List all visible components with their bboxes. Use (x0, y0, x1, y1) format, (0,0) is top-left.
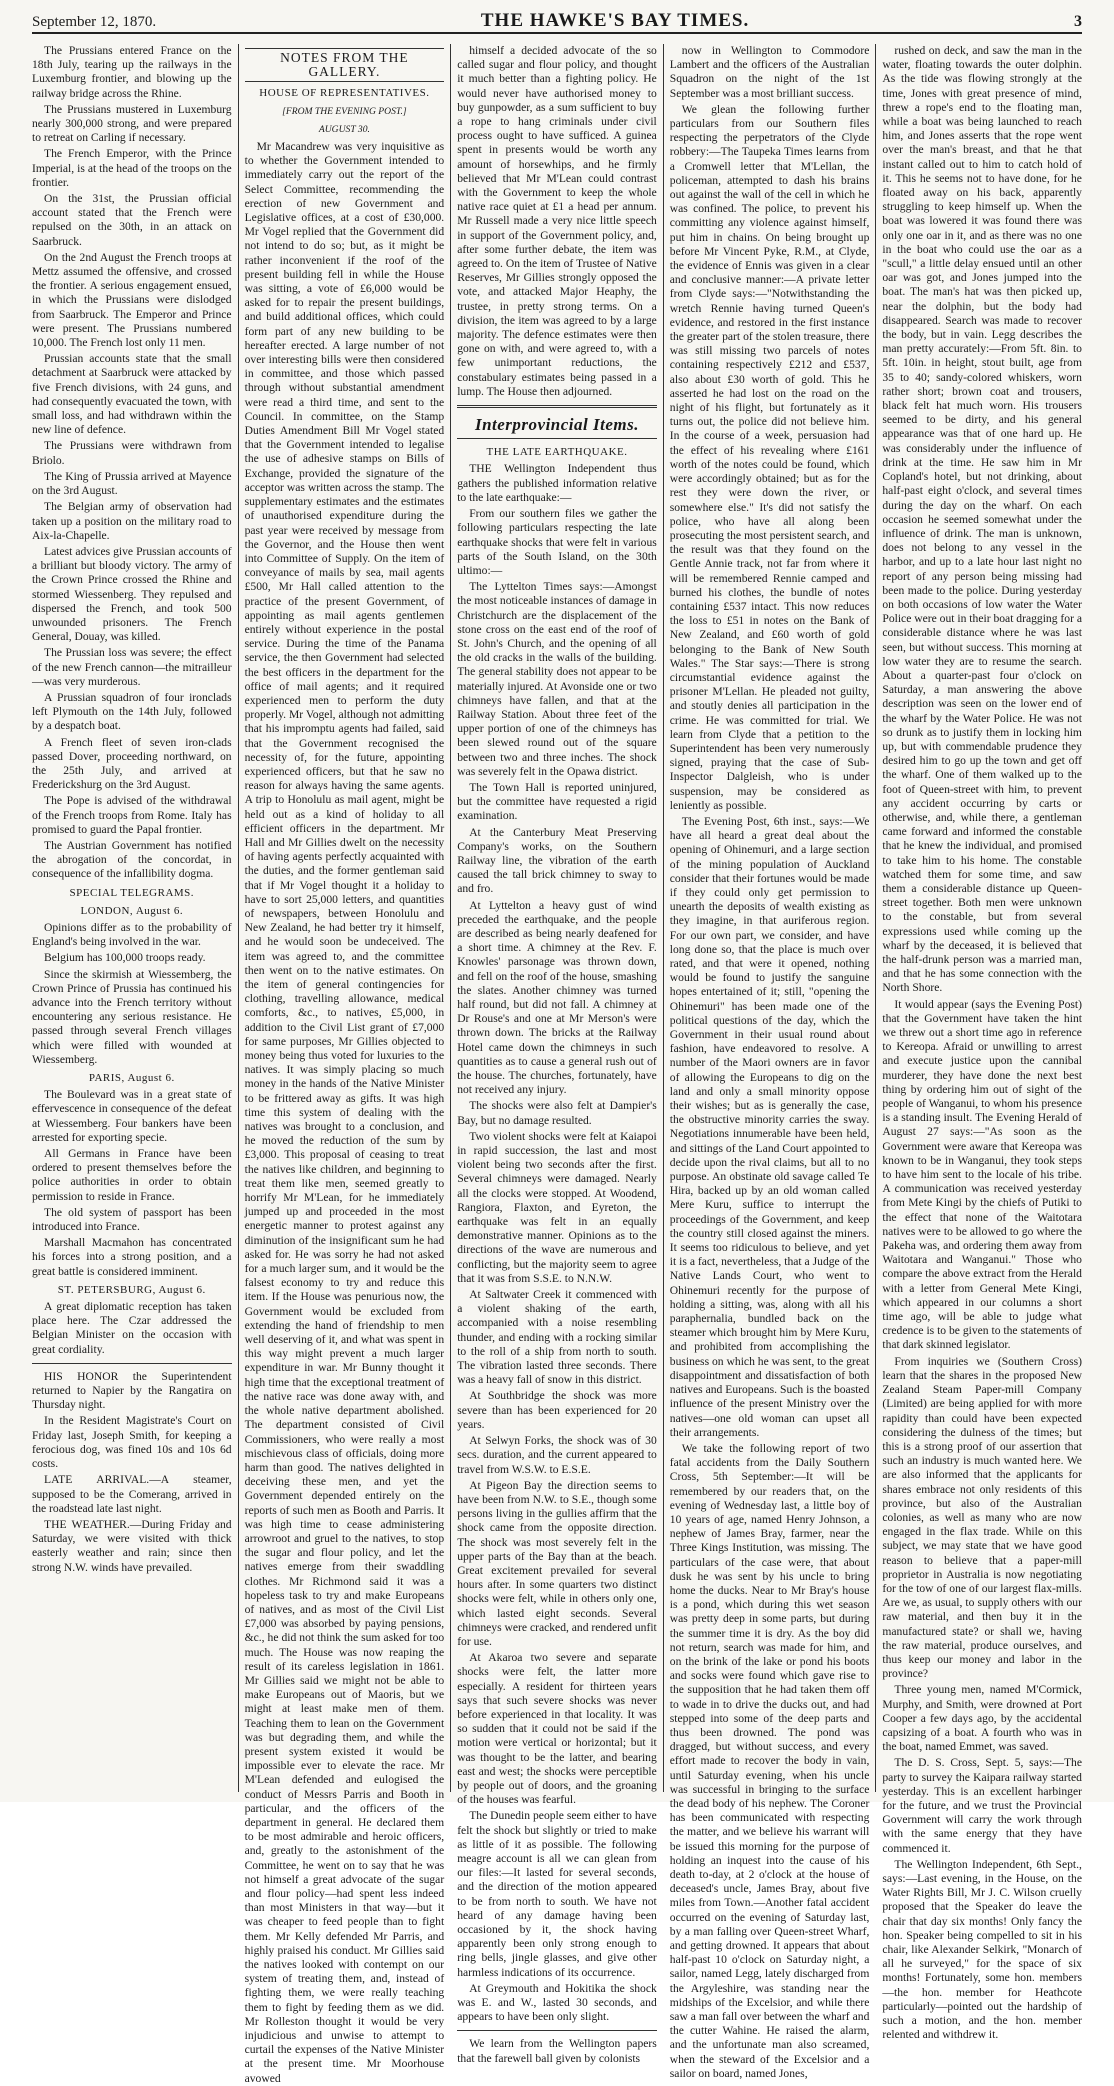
newspaper-title: THE HAWKE'S BAY TIMES. (480, 10, 750, 31)
article-paragraph: THE Wellington Independent thus gathers the published information relative to the late earthquake:— (457, 462, 657, 504)
section-heading: Interprovincial Items. (474, 415, 639, 435)
column-5 (875, 44, 1082, 2042)
article-paragraph: We learn from the Wellington papers that the farewell ball given by colonists (457, 2037, 657, 2065)
article-paragraph: We take the following report of two fatal accidents from the Daily Southern Cross, 5th September:—It will be remembered by our readers that, on the evening of Wednesday last, a little boy of 10 years of age, named Henry Johnson, a nephew of James Bray, farmer, near the Three Kings Institution, was missing. The particulars of the case were, that about dusk he was sent by his uncle to bring home the ducks. Near to Mr Bray's house is a pond, which during this wet season was pretty deep in some parts, but during the summer time it is dry. As the boy did not return, search was made for him, and on the brink of the lake or pond his boots and socks were found which gave rise to the supposition that he had taken them off to wade in to drive the ducks out, and had stepped into some of the deep parts and thus been drowned. The pond was dragged, but without success, and every effort made to recover the body in vain, until Saturday evening, when his uncle was successful in bringing to the surface the dead body of his nephew. The Coroner has been communicated with respecting the matter, and we believe his warrant will be issued this morning for the purpose of holding an inquest into the cause of his death to-day, at 2 o'clock at the house of deceased's uncle, James Bray, about five miles from Town.—Another fatal accident occurred on the evening of Saturday last, by a man falling over Queen-street Wharf, and getting drowned. It appears that about half-past 10 o'clock on Saturday night, a sailor, named Legg, lately discharged from the Argyleshire, was standing near the midships of the Excelsior, and while there saw a man fall over between the wharf and the cutter Wahine. He raised the alarm, and the unfortunate man also screamed, when the steward of the Excelsior and a sailor on board, named Jones, (669, 1441, 870, 2080)
article-paragraph: We glean the following further particulars from our Southern files respecting the perpetrators of the Clyde robbery:—The Taupeka Times learns from a Cromwell letter that M'Lellan, the policeman, attempted to dash his brains out against the wall of the cell in which he was confined. The police, to prevent his committing any violence against himself, put him in chains. On being brought up before Mr Vincent Pyke, R.M., at Clyde, the evidence of Ennis was given in a clear and conclusive manner:—A private letter from Clyde says:—"Notwithstanding the wretch Rennie having turned Queen's evidence, and restored in the first instance the greater part of the stolen treasure, there was still missing two parcels of notes containing respectively £212 and £537, also about £30 worth of gold. This he asserted he had lost on the road on the night of his flight, but fortunately as it turns out, the police did not believe him. In the course of a week, persuasion had the effect of his revealing where £161 worth of the notes could be found, which were accordingly obtained; but as for the rest they were down the river, or somewhere else." It's did not satisfy the police, who have all along been prosecuting the most persistent search, and the result was that they found on the Gentle Annie track, not far from where it will be remembered Rennie camped and burned his clothes, the bundle of notes containing £537 intact. This now reduces the loss to £51 in notes on the Bank of New Zealand, and £60 worth of gold belonging to the Bank of New South Wales." The Star says:—There is strong circumstantial evidence against the prisoner M'Lellan. He pleaded not guilty, and stoutly denies all participation in the crime. He was committed for trial. We learn from Clyde that a petition to the Superintendent has been very numerously signed, praying that the case of Sub-Inspector Dalgleish, who is under suspension, may be considered as leniently as possible. (669, 102, 870, 812)
article-paragraph: At Selwyn Forks, the shock was of 30 secs. duration, and the current appeared to travel from W.S.W. to E.S.E. (457, 1434, 657, 1476)
article-paragraph: The Prussians mustered in Luxemburg nearly 300,000 strong, and were prepared to retreat on Carling if necessary. (32, 102, 232, 145)
article-paragraph: The Prussian loss was severe; the effect of the new French cannon—the mitrailleur—was very murderous. (32, 646, 232, 688)
section-heading: SPECIAL TELEGRAMS. (69, 886, 195, 899)
article-paragraph: Since the skirmish at Wiessemberg, the Crown Prince of Prussia has continued his advance into the French territory without encountering any serious resistance. He passed through several French villages which were filled with wounded at Wiessemberg. (32, 967, 232, 1066)
column-4 (663, 44, 876, 2080)
article-paragraph: The Austrian Government has notified the abrogation of the concordat, in consequence of the infallibility dogma. (32, 838, 232, 881)
column-rule (457, 438, 657, 439)
article-paragraph: now in Wellington to Commodore Lambert and the officers of the Australian Squadron on the night of the 1st September was a most brilliant success. (669, 44, 870, 100)
article-paragraph: Prussian accounts state that the small detachment at Saarbruck were attacked by five French divisions, with 24 guns, and had consequently evacuated the town, with small loss, and had withdrawn within the new line of defence. (32, 352, 232, 437)
article-paragraph: The Dunedin people seem either to have felt the shock but slightly or tried to make as little of it as possible. The following meagre account is all we can glean from our files:—It lasted for several seconds, and the direction of the motion appeared to be from north to south. We have not heard of any damage having been occasioned by it, the shock having apparently been only strong enough to ring bells, jingle glasses, and give other harmless indications of its occurrence. (457, 1809, 657, 1979)
column-rule (457, 2030, 657, 2031)
article-paragraph: The Evening Post, 6th inst., says:—We have all heard a great deal about the opening of Ohinemuri, and a large section of the mining population of Auckland consider that their fortunes would be made if they could only get permission to unearth the deposits of wealth existing as they imagine, in that auriferous region. For our own part, we consider, and have long done so, that the place is much over rated, and that were it opened, nothing would be found to justify the sanguine hopes entertained of it; still, "opening the Ohinemuri" has been made one of the political questions of the day, which the Government in their usual round about fashion, have endeavored to resolve. A number of the Maori owners are in favor of allowing the Europeans to dig on the land and only a small minority oppose their wishes; but as is generally the case, the obstructive minority carries the sway. Negotiations innumerable have been held, and sittings of the Land Court appointed to decide upon the rival claims, but all to no purpose. An obstinate old savage called Te Hira, backed up by an old woman called Mere Kuru, suffice to interrupt the proceedings of the Government, and keep the country still closed against the miners. It seems too ridiculous to believe, and yet it is a fact, nevertheless, that a Judge of the Native Lands Court, who went to Ohinemuri recently for the purpose of holding a sitting, was, along with all his paraphernalia, bundled back on the steamer which brought him by Mere Kuru, and prohibited from accomplishing the business on which he was sent, to the great disappointment and dissatisfaction of both natives and Europeans. Such is the boasted influence of the present Ministry over the natives—one old woman can upset all their arrangements. (669, 814, 870, 1439)
article-paragraph: The French Emperor, with the Prince Imperial, is at the head of the troops on the frontier. (32, 147, 232, 189)
article-paragraph: The Pope is advised of the withdrawal of the French troops from Rome. Italy has promised to guard the Papal frontier. (32, 794, 232, 836)
article-paragraph: At Pigeon Bay the direction seems to have been from N.W. to S.E., though some persons living in the gullies affirm that the shock came from the opposite direction. The shock was most severely felt in the upper parts of the Bay than at the beach. Great excitement prevailed for several hours after. In some quarters two distinct shocks were felt, while in others only one, which lasted eight seconds. Several chimneys were cracked, and rendered unfit for use. (457, 1478, 657, 1648)
article-paragraph: Mr Macandrew was very inquisitive as to whether the Government intended to immediately carry out the report of the Select Committee, recommending the erection of new Government and Legislative offices, at a cost of £30,000. Mr Vogel replied that the Government did not intend to do so; but, as it might be rather inconvenient if the roof of the present building fell in while the House was sitting, a vote of £6,000 would be asked for to repair the present buildings, and build additional offices, which could form part of any new building to be hereafter erected. A large number of not over interesting bills were then considered in committee, and those which passed through without substantial amendment were read a third time, and sent to the Council. In committee, on the Stamp Duties Amendment Bill Mr Vogel stated that the Government intended to legalise the use of adhesive stamps on Bills of Exchange, provided the signature of the acceptor was written across the stamp. The supplementary estimates and the estimates of unauthorised expenditure during the past year were received by message from the Governor, and the House then went into Committee of Supply. On the item of conveyance of mails by sea, mail agents £500, Mr Hall called attention to the practice of the present Government, of appointing as mail agents gentlemen entirely without experience in the postal service. During the time of the Panama service, the then Government had selected the best officers in the department for the office of mail agents; and it required experienced men to perform the duty properly. Mr Vogel, although not admitting that his impromptu agents had failed, said that the Government recognised the necessity of, for the future, appointing experienced officers, but that he saw no reason for always having the same agents. A trip to Honolulu as mail agent, might be held out as a kind of holiday to all efficient officers in the department. Mr Hall and Mr Gillies dwelt on the necessity of having agents perfectly acquainted with the duties, and the former gentleman said that if Mr Vogel thought it a holiday to have to sort 25,000 letters, and quantities of newspapers, between Honolulu and New Zealand, he had better try it himself, and he would soon be undeceived. The item was agreed to, and the committee then went on to the native estimates. On the item of general contingencies for clothing, travelling allowance, medical comforts, &c., to natives, £5,000, in addition to the Civil List grant of £7,000 for same purposes, Mr Gillies objected to money being thus voted for luxuries to the natives. It was simply placing so much money in the hands of the Native Minister to be frittered away as gifts. It was high time this system of dealing with the natives was brought to a conclusion, and he moved the reduction of the sum by £3,000. This proposal of ceasing to treat the natives like children, and beginning to treat them like men, seemed greatly to horrify Mr M'Lean, for he immediately jumped up and proceeded in the most energetic manner to protest against any diminution of the insignificant sum he had asked for. He was sorry he had not asked for a much larger sum, and it would be the falsest economy to try and reduce this item. If the House was penurious now, the Government would be excluded from extending the hand of friendship to men well deserving of it, and what was spent in this way might prevent a much larger expenditure in war. Mr Bunny thought it high time that the exceptional treatment of the native race was done away with, and the whole native department abolished. The department consisted of Civil Commissioners, who were really a most mischievous class of officials, doing more harm than good. The natives delighted in deceiving these men, and yet the Government depended entirely on the reports of such men as Booth and Parris. It was high time to cease administering arrowroot and gruel to the natives, to stop the sugar and flour policy, and let the natives emerge from their swaddling clothes. Mr Richmond said it was a hopeless task to try and make Europeans of natives, and as most of the Civil List £7,000 was absorbed by paying pensions, &c., he did not think the sum asked for too much. The House was now reaping the result of its careless legislation in 1861. Mr Gillies said we might not be able to make Europeans out of Maoris, but we might at least make men of them. Teaching them to lean on the Government was but degrading them, and while the present system existed it would be impossible ever to elevate the race. Mr M'Lean defended and eulogised the conduct of Messrs Parris and Booth in particular, and the officers of the department in general. He declared them to be most admirable and heroic officers, and, greatly to the astonishment of the Committee, he went on to say that he was not himself a great advocate of the sugar and flour policy—had spent less indeed than most Ministers in that way—but it was cheaper to feed people than to fight them. Mr Kelly defended Mr Parris, and highly praised his conduct. Mr Gillies said the natives looked with contempt on our system of treating them, and, instead of fighting them, we were really teaching them to fight by feeding them as we did. Mr Rolleston thought it would be very injudicious and unwise to attempt to curtail the expenses of the Native Minister at the present time. Mr Moorhouse avowed (244, 140, 445, 2085)
section-heading: [FROM THE EVENING POST.] (282, 105, 407, 117)
article-paragraph: From inquiries we (Southern Cross) learn that the shares in the proposed New Zealand Steam Paper-mill Company (Limited) are being applied for with more rapidity than could have been expected considering the dulness of the times; but this is a strong proof of our assertion that such an industry is much wanted here. We are also informed that the applicants for shares embrace not only residents of this province, but also of the Australian colonies, as well as many who are now engaged in the flax trade. While on this subject, we may state that we have good reason to believe that a paper-mill proprietor in Australia is now negotiating for the tow of one of our largest flax-mills. Are we, as usual, to supply others with our raw material, and then buy it in the manufactured state? or shall we, having the raw material, produce ourselves, and thus keep our money and labor in the province? (882, 1354, 1082, 1681)
column-3 (450, 44, 663, 2065)
article-paragraph: The Belgian army of observation had taken up a position on the military road to Aix-la-Chapelle. (32, 500, 232, 542)
masthead (32, 10, 1082, 34)
article-paragraph: Marshall Macmahon has concentrated his forces into a strong position, and a great battle is considered imminent. (32, 1236, 232, 1278)
article-paragraph: The King of Prussia arrived at Mayence on the 3rd August. (32, 469, 232, 498)
section-heading: ST. PETERSBURG, August 6. (57, 1283, 206, 1296)
article-paragraph: At Akaroa two severe and separate shocks were felt, the latter more especially. A resident for thirteen years says that such severe shocks was never before experienced in that locality. It was so sudden that it could not be said if the motion were vertical or horizontal; but it was thought to be the latter, and bearing east and west; the shocks were perceptible by people out of doors, and the groaning of the houses was fearful. (457, 1651, 657, 1807)
issue-date: September 12, 1870. (32, 14, 157, 30)
article-paragraph: A Prussian squadron of four ironclads left Plymouth on the 14th July, followed by a despatch boat. (32, 690, 232, 733)
section-heading: AUGUST 30. (318, 123, 370, 135)
page-number: 3 (1073, 13, 1082, 30)
column-rule (457, 405, 657, 408)
article-paragraph: HIS HONOR the Superintendent returned to Napier by the Rangatira on Thursday night. (32, 1369, 232, 1412)
columns (32, 44, 1082, 2085)
section-heading: PARIS, August 6. (88, 1072, 175, 1085)
section-heading: NOTES FROM THE GALLERY. (245, 48, 445, 82)
article-paragraph: LATE ARRIVAL.—A steamer, supposed to be the Comerang, arrived in the roadstead late last night. (32, 1473, 232, 1515)
article-paragraph: Three young men, named M'Cormick, Murphy, and Smith, were drowned at Port Cooper a few days ago, by the accidental capsizing of a boat. A fourth who was in the boat, named Emmet, was saved. (882, 1683, 1082, 1754)
article-paragraph: Belgium has 100,000 troops ready. (44, 951, 206, 965)
article-paragraph: A French fleet of seven iron-clads passed Dover, proceeding northward, on the 25th July, and arrived at Frederickshurg on the 3rd August. (32, 735, 232, 792)
article-paragraph: The shocks were also felt at Dampier's Bay, but no damage resulted. (457, 1099, 657, 1127)
article-paragraph: In the Resident Magistrate's Court on Friday last, Joseph Smith, for keeping a ferocious dog, was fined 10s and 10s 6d costs. (32, 1414, 232, 1471)
article-paragraph: From our southern files we gather the following particulars respecting the late earthquake shocks that were felt in various parts of the South Island, on the 30th ultimo:— (457, 507, 657, 577)
article-paragraph: It would appear (says the Evening Post) that the Government have taken the hint we threw out a short time ago in reference to Kereopa. Afraid or unwilling to arrest and execute justice upon the cannibal murderer, they have done the next best thing by ordering him out of sight of the people of Wanganui, to whom his presence is a standing insult. The Evening Herald of August 27 says:—"As soon as the Government were aware that Kereopa was known to be in Wanganui, they took steps to have him sent to the locale of his tribe. A communication was received yesterday from Mete Kingi by the chiefs of Putiki to the effect that none of the Waitotara natives were to be allowed to go where the Pakeha was, and ordering them away from Waitotara and Wanganui." Those who compare the above extract from the Herald with a letter from General Mete Kingi, which appeared in our columns a short time ago, will be able to judge what credence is to be given to the statements of that dark skinned legislator. (882, 997, 1082, 1352)
article-paragraph: Opinions differ as to the probability of England's being involved in the war. (32, 920, 232, 949)
article-paragraph: The Prussians were withdrawn from Briolo. (32, 439, 232, 467)
article-paragraph: At the Canterbury Meat Preserving Company's works, on the Southern Railway line, the vibration of the earth caused the tall brick chimney to sway to and fro. (457, 825, 657, 896)
article-paragraph: On the 2nd August the French troops at Mettz assumed the offensive, and crossed the frontier. A serious engagement ensued, in which the Prussians were dislodged from Saarbruck. The Emperor and Prince were present. The Prussians numbered 10,000. The French lost only 11 men. (32, 250, 232, 350)
article-paragraph: Latest advices give Prussian accounts of a brilliant but bloody victory. The army of the Crown Prince crossed the Rhine and stormed Wiessenberg. They repulsed and dispersed the French, and took 500 unwounded prisoners. The French General, Douay, was killed. (32, 544, 232, 644)
article-paragraph: At Greymouth and Hokitika the shock was E. and W., lasted 30 seconds, and appears to have been only slight. (457, 1981, 657, 2024)
article-paragraph: himself a decided advocate of the so called sugar and flour policy, and thought it much better than a fighting policy. He would never have authorised money to buy gunpowder, as a sum sufficient to buy a rope to hang criminals under civil process ought to have sufficed. A guinea spent in presents would be worth any amount of horsewhips, and he firmly believed that Mr M'Lean could contrast with the Government to keep the whole native race quiet at £1 a head per annum. Mr Russell made a very nice little speech in support of the Government policy, and, after some further debate, the item was agreed to. On the item of Trustee of Native Reserves, Mr Gillies strongly opposed the vote, and attacked Major Heaphy, the trustee, in pretty strong terms. On a division, the item was agreed to by a large majority. The defence estimates were then gone on with, and were agreed to, with a few unimportant reductions, the constabulary estimates being passed in a lump. The House then adjourned. (457, 44, 657, 398)
section-heading: LONDON, August 6. (80, 904, 184, 917)
article-paragraph: All Germans in France have been ordered to present themselves before the police authorities in order to obtain permission to reside in France. (32, 1147, 232, 1203)
article-paragraph: THE WEATHER.—During Friday and Saturday, we were visited with thick easterly weather and rain; since then strong N.W. winds have prevailed. (32, 1517, 232, 1574)
article-paragraph: Two violent shocks were felt at Kaiapoi in rapid succession, the last and most violent being two seconds after the first. Several chimneys were damaged. Nearly all the clocks were stopped. At Woodend, Rangiora, Flaxton, and Eyreton, the earthquake was felt in an equally demonstrative manner. Opinions as to the directions of the wave are numerous and conflicting, but the majority seem to agree that it was from S.S.E. to N.N.W. (457, 1129, 657, 1285)
article-paragraph: The Town Hall is reported uninjured, but the committee have requested a rigid examination. (457, 780, 657, 823)
column-rule (32, 1363, 232, 1364)
article-paragraph: A great diplomatic reception has taken place here. The Czar addressed the Belgian Minister on the occasion with great cordiality. (32, 1300, 232, 1356)
article-paragraph: At Lyttelton a heavy gust of wind preceded the earthquake, and the people are described as being nearly deafened for a short time. A chimney at the Rev. F. Knowles' parsonage was thrown down, and fell on the roof of the house, smashing the slates. Another chimney was turned half round, but did not fall. A chimney at Dr Rouse's and one at Mr Merson's were thrown down. The bricks at the Railway Hotel came down the chimneys in such quantities as to cause a general rush out of the house. The churches, fortunately, have not received any injury. (457, 898, 657, 1097)
column-2 (238, 44, 451, 2085)
article-paragraph: The D. S. Cross, Sept. 5, says:—The party to survey the Kaipara railway started yesterday. This is an excellent harbinger for the future, and we trust the Provincial Government will carry the work through with the same energy that they have commenced it. (882, 1756, 1082, 1855)
article-paragraph: The Boulevard was in a great state of effervescence in consequence of the defeat at Wiessemberg. Four bankers have been arrested for exporting specie. (32, 1088, 232, 1144)
article-paragraph: At Saltwater Creek it commenced with a violent shaking of the earth, accompanied with a noise resembling thunder, and ending with a rocking similar to the roll of a ship from north to south. The vibration lasted three seconds. There was a heavy fall of snow in this district. (457, 1288, 657, 1387)
section-heading: HOUSE OF REPRESENTATIVES. (259, 87, 430, 100)
article-paragraph: At Southbridge the shock was more severe than has been experienced for 20 years. (457, 1389, 657, 1431)
article-paragraph: The old system of passport has been introduced into France. (32, 1205, 232, 1234)
article-paragraph: The Prussians entered France on the 18th July, tearing up the railways in the Luxemburg frontier, and blowing up the railway bridge across the Rhine. (32, 44, 232, 100)
column-1 (32, 44, 238, 1792)
article-paragraph: The Lyttelton Times says:—Amongst the most noticeable instances of damage in Christchurch are the displacement of the stone cross on the east end of the roof of St. John's Church, and the opening of all the old cracks in the walls of the building. The general stability does not appear to be materially injured. At Avonside one or two chimneys have fallen, and that at the Railway Station. About three feet of the upper portion of one of the chimneys has been slewed round out of the square between two and three inches. The shock was severely felt in the Opawa district. (457, 580, 657, 778)
article-paragraph: The Wellington Independent, 6th Sept., says:—Last evening, in the House, on the Water Rights Bill, Mr J. C. Wilson cruelly proposed that the Speaker do leave the chair that day six months! Only fancy the hon. Speaker being compelled to sit in his chair, like Alexander Selkirk, "Monarch of all he surveyed," for the space of six months! Fortunately, some hon. members—the hon. member for Heathcote particularly—pointed out the hardship of such a motion, and the hon. member relented and withdrew it. (882, 1857, 1082, 2042)
article-paragraph: rushed on deck, and saw the man in the water, floating towards the outer dolphin. As the tide was flowing strongly at the time, Jones with great presence of mind, threw a rope's end to the floating man, while a boat was being launched to reach him, and Jones asserts that the rope went over the man's breast, and that he that instant called out to him to catch hold of it. This he seems not to have done, for he floated away on his back, apparently struggling to keep himself up. When the boat was lowered it was found there was only one oar in it, and as there was no one in the boat who could use the oar as a "scull," a little delay ensued until an other oar was got, and Jones jumped into the boat. The man's hat was then picked up, near the dolphin, but the body had disappeared. Search was made to recover the body, but in vain. Legg describes the man pretty accurately:—From 5ft. 8in. to 5ft. 10in. in height, stout built, age from 35 to 40; sandy-colored whiskers, worn rather short; brown coat and trousers, black felt hat much worn. His trousers seemed to be dirty, and his general appearance was that of one hard up. He was considerably under the influence of drink at the time. He saw him in Mr Copland's hotel, but not drinking, about half-past eight o'clock, and several times during the day on the wharf. On each occasion he seemed somewhat under the influence of drink. The man is unknown, does not belong to any vessel in the harbor, and up to a late hour last night no report of any person being missing had been made to the police. During yesterday on both occasions of low water the Water Police were out in their boat dragging for a considerable distance where he was last seen, but without success. This morning at low water they are to resume the search. About a quarter-past four o'clock on Saturday, a man answering the above description was seen on the lower end of the wharf by the Water Police. He was not so drunk as to justify them in locking him up, but with commendable prudence they desired him to go up the town and get off the wharf. One of them walked up to the foot of Queen-street with him, to prevent any accident occurring by carts or otherwise, and, while there, a gentleman came forward and informed the constable that he knew the individual, and promised to take him to his home. The constable watched them for some time, and saw them a considerable distance up Queen-street together. Both men were unknown to the constable, but from several expressions used while coming up the wharf by the deceased, it is believed that the half-drunk person was a married man, and that he has some connection with the North Shore. (882, 44, 1082, 995)
section-heading: THE LATE EARTHQUAKE. (486, 446, 628, 459)
article-paragraph: On the 31st, the Prussian official account stated that the French were repulsed on the 30th, in an attack on Saarbruck. (32, 192, 232, 248)
